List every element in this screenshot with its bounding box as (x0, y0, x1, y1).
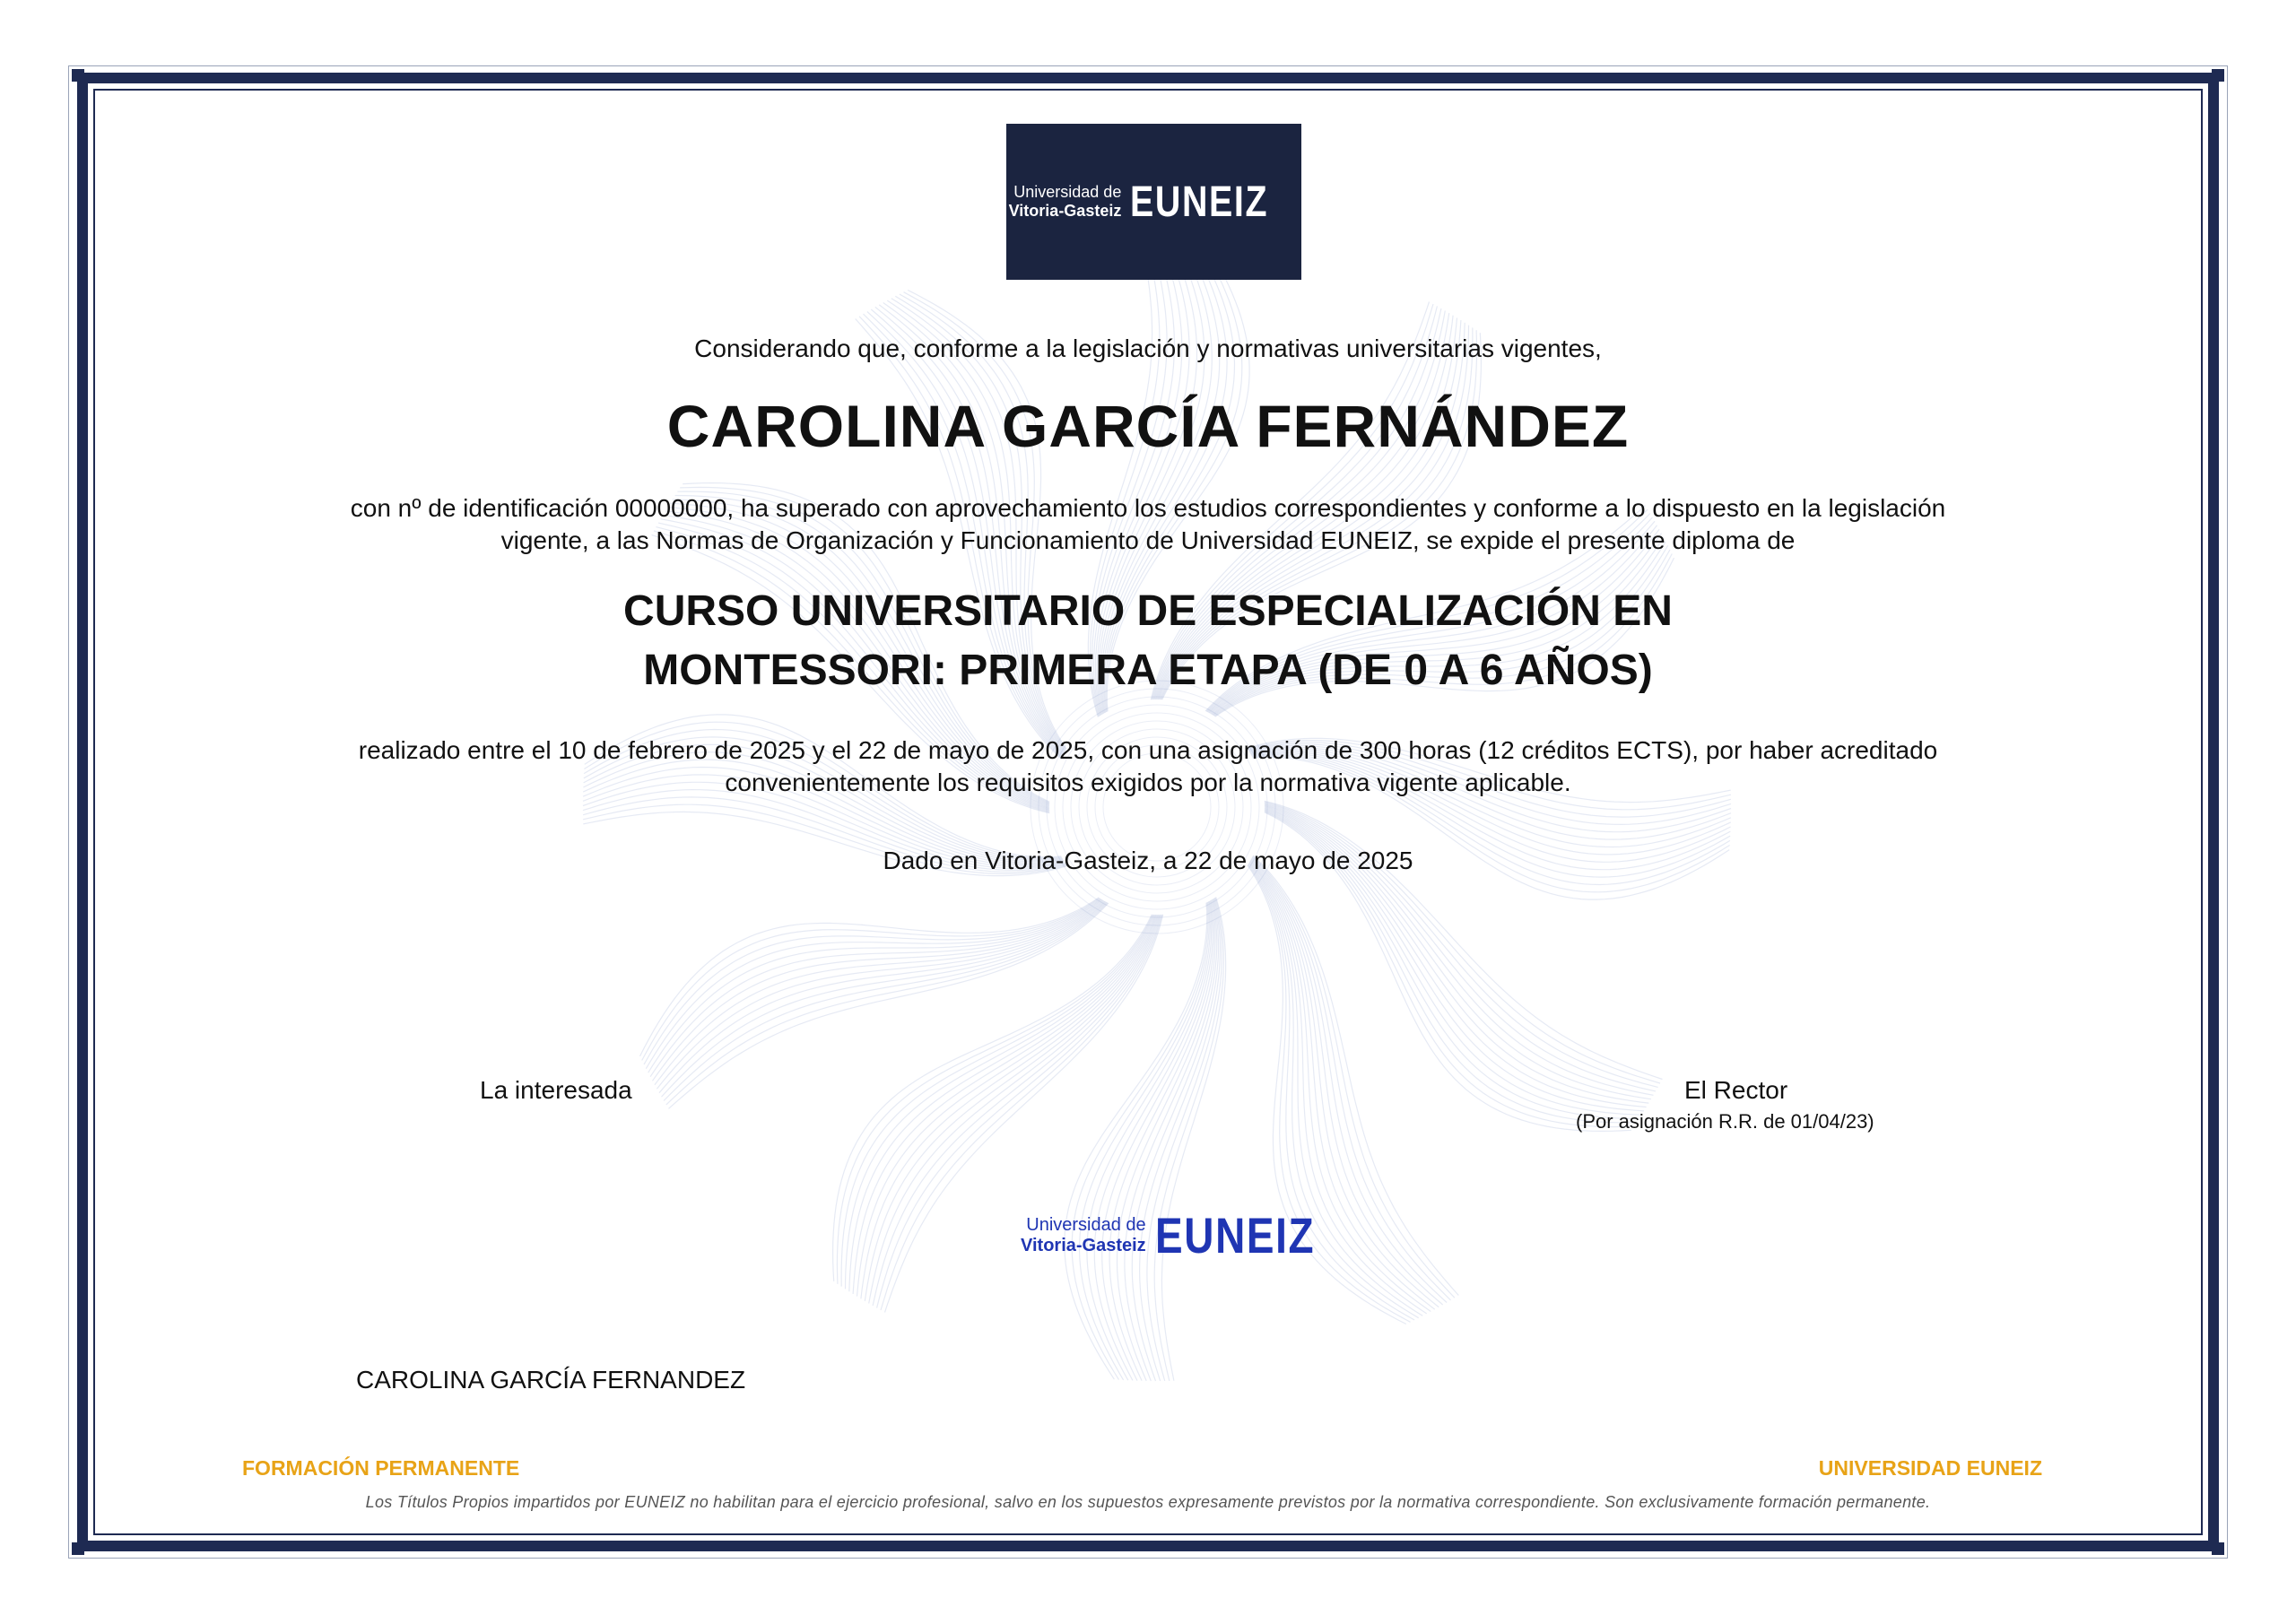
university-logo (1006, 124, 1301, 280)
frame-corner (72, 69, 84, 82)
course-title: CURSO UNIVERSITARIO DE ESPECIALIZACIÓN EN MONTESSORI: PRIMERA ETAPA (DE 0 A 6 AÑOS) (623, 587, 1673, 694)
guilloche-ring (1039, 689, 1275, 925)
frame-corner (72, 1542, 84, 1555)
guilloche-petal (1065, 897, 1226, 1381)
signature-label-recipient: La interesada (480, 1076, 632, 1104)
seal-logo-subtitle: Universidad de Vitoria-Gasteiz (1021, 1214, 1146, 1255)
logo-brand: EUNEIZ (1130, 178, 1269, 226)
intro-text: Considerando que, conforme a la legislación y normativas universitarias vigentes, (694, 334, 1602, 362)
guilloche-ring (1031, 681, 1283, 934)
university-seal-logo (1021, 1206, 1350, 1264)
seal-logo-brand: EUNEIZ (1154, 1207, 1315, 1264)
rector-appointment-note: (Por asignación R.R. de 01/04/23) (1576, 1110, 1874, 1133)
recipient-printed-name: CAROLINA GARCÍA FERNANDEZ (356, 1366, 746, 1394)
identification-paragraph: con nº de identificación 00000000, ha superado con aprovechamiento los estudios correspondientes y conforme a lo dispuesto en la legislación vigente, a las Normas de Organización y Funcionamiento de Universidad EUNEIZ, se expide el presente diploma de (350, 494, 1946, 554)
logo-subtitle: Universidad de Vitoria-Gasteiz (1008, 183, 1122, 220)
frame-corner (2212, 1542, 2224, 1555)
guilloche-ring (1047, 697, 1267, 917)
frame-corner (2212, 69, 2224, 82)
course-details-paragraph: realizado entre el 10 de febrero de 2025 y el 22 de mayo de 2025, con una asignación de 300 horas (12 créditos ECTS), por haber acreditado convenientemente los requisitos exigidos por la normativa vigente aplicable. (358, 736, 1938, 796)
recipient-name: CAROLINA GARCÍA FERNÁNDEZ (666, 393, 1630, 459)
signature-label-rector: El Rector (1684, 1076, 1788, 1104)
footer-program-label: FORMACIÓN PERMANENTE (242, 1456, 520, 1480)
footer-university-label: UNIVERSIDAD EUNEIZ (1818, 1456, 2042, 1480)
legal-disclaimer: Los Títulos Propios impartidos por EUNEIZ no habilitan para el ejercicio profesional, salvo en los supuestos expresamente previstos por la normativa correspondiente. Son exclusivamente formación permanente. (365, 1493, 1931, 1511)
issue-date: Dado en Vitoria-Gasteiz, a 22 de mayo de 2025 (883, 847, 1413, 874)
